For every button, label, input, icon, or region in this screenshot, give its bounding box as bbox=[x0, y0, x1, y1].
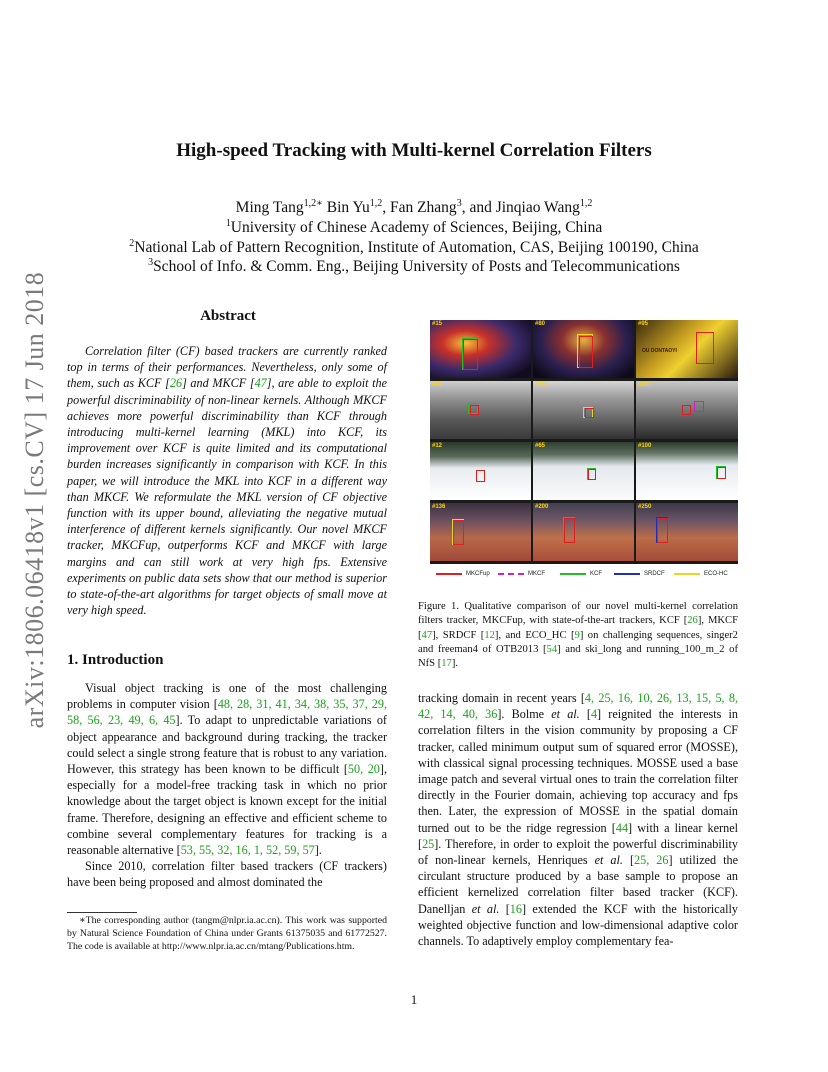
intro-text: tracking domain in recent years [ bbox=[418, 691, 585, 705]
intro-text: ] with a linear kernel [ bbox=[418, 820, 738, 851]
legend-label: KCF bbox=[590, 571, 602, 577]
caption-text: ], and ECO_HC [ bbox=[494, 629, 575, 641]
citation-link[interactable]: 12 bbox=[484, 629, 495, 641]
bbox-mkcfup bbox=[588, 469, 596, 480]
caption-text: ], MKCF [ bbox=[418, 615, 738, 641]
figure-frame bbox=[533, 320, 634, 378]
author-name: , and Jinqiao Wang bbox=[461, 199, 580, 217]
footnote-text: ∗The corresponding author (tangm@nlpr.ia.ac.cn). This work was supported by Natural Science Foundation of China under Grants 61375035 and 61772527. The code is available at http://www.nlpr.ia.ac.cn/mtang/Publications.htm. bbox=[67, 915, 387, 952]
citation-link[interactable]: 4, 25, 16, 10, 26, 13, 15, 5, 8, 42, 14, 40, 36 bbox=[418, 691, 738, 722]
caption-text: ] and ski_long and running_100_m_2 of NfS [ bbox=[418, 643, 738, 670]
author-name: Bin Yu bbox=[322, 199, 370, 217]
frame-number: #200 bbox=[535, 504, 549, 510]
abstract-heading: Abstract bbox=[200, 308, 256, 324]
intro-text: [ bbox=[499, 901, 510, 916]
legend-item-kcf bbox=[560, 568, 602, 580]
frame-number: #155 bbox=[535, 382, 549, 388]
affiliation-3 bbox=[0, 253, 828, 276]
arxiv-id-text: arXiv:1806.06418v1 [cs.CV] 17 Jun 2018 bbox=[20, 271, 49, 729]
frame-number: #80 bbox=[535, 321, 546, 327]
bbox-mkcfup bbox=[696, 332, 714, 364]
intro-text: ]. Bolme bbox=[497, 707, 552, 722]
citation-link[interactable]: 25 bbox=[422, 836, 435, 851]
frame-number: #250 bbox=[638, 504, 652, 510]
frame-number: #100 bbox=[638, 443, 652, 449]
footnote bbox=[67, 914, 387, 953]
intro-text: Visual object tracking is one of the most challenging problems in computer vision [ bbox=[67, 681, 387, 712]
intro-paragraph bbox=[418, 690, 738, 949]
bbox-mkcfup bbox=[463, 339, 478, 370]
citation-link[interactable]: 47 bbox=[254, 376, 267, 391]
footnote-rule bbox=[67, 912, 137, 913]
bbox-mkcfup bbox=[579, 336, 593, 368]
legend-item-srdcf bbox=[614, 568, 665, 580]
author-name: , Fan Zhang bbox=[382, 199, 457, 217]
citation-link[interactable]: 26 bbox=[687, 615, 698, 627]
intro-text: ]. Therefore, in order to exploit the powerful discriminability of non-linear kernels, Henriques bbox=[418, 836, 738, 868]
affiliation-text: School of Info. & Comm. Eng., Beijing University of Posts and Telecommunications bbox=[153, 258, 680, 276]
caption-text: ] on challenging sequences, singer2 and freeman4 of OTB2013 [ bbox=[418, 629, 738, 655]
figure-frame bbox=[533, 503, 634, 561]
figure-frame bbox=[430, 503, 531, 561]
frame-number: #136 bbox=[432, 504, 446, 510]
intro-text: ]. To adapt to unpredictable variations of object appearance and background during tracking, the tracker could select a single strong feature that is robust to any variation. However, this strategy has been known to be difficult [ bbox=[67, 713, 387, 777]
citation-link[interactable]: 4 bbox=[590, 707, 598, 722]
legend-label: MKCF bbox=[528, 571, 545, 577]
abstract-text: ] and MKCF [ bbox=[182, 376, 255, 391]
citation-link[interactable]: 16 bbox=[509, 901, 522, 916]
affiliation-sup: 2 bbox=[129, 238, 135, 249]
author-name: Ming Tang bbox=[235, 199, 304, 217]
caption-text: ], SRDCF [ bbox=[432, 629, 485, 641]
bbox-mkcfup bbox=[476, 470, 485, 482]
bbox-mkcfup bbox=[657, 518, 668, 543]
abstract-body bbox=[67, 343, 387, 618]
bbox-mkcfup bbox=[470, 405, 479, 415]
intro-text: ] extended the KCF with the historically weighted objective function and low-dimensional adaptive color channels. To adaptively employ complementary fea- bbox=[418, 901, 738, 949]
bbox-mkcfup bbox=[453, 520, 464, 545]
figure-frame bbox=[636, 503, 738, 561]
legend-swatch bbox=[674, 573, 700, 575]
intro-text: ] utilized the circulant structure produced by a base sample to propose an efficient kernelized correlation filter based tracker (KCF). Danelljan bbox=[418, 853, 739, 916]
author-sup: 1,2∗ bbox=[303, 198, 323, 209]
section-heading-introduction: 1. Introduction bbox=[67, 652, 164, 668]
frame-number: #237 bbox=[638, 382, 652, 388]
abstract-paragraph bbox=[67, 343, 387, 618]
author-sup: 1,2 bbox=[369, 198, 383, 209]
frame-number: #95 bbox=[638, 321, 649, 327]
citation-link[interactable]: 44 bbox=[615, 820, 629, 835]
intro-paragraph bbox=[67, 858, 387, 890]
legend-label: MKCFup bbox=[466, 571, 490, 577]
intro-text: [ bbox=[622, 853, 635, 868]
legend-swatch bbox=[560, 573, 586, 575]
figure-legend bbox=[430, 568, 738, 580]
intro-text: Since 2010, correlation filter based trackers (CF trackers) have been being proposed and almost dominated the bbox=[67, 859, 387, 890]
citation-link[interactable]: 48, 28, 31, 41, 34, 38, 35, 37, 29, 58, 56, 23, 49, 6, 45 bbox=[67, 697, 388, 728]
caption-text: Figure 1. Qualitative comparison of our novel multi-kernel correlation filters tracker, MKCFup, with state-of-the-art trackers, KCF [ bbox=[418, 601, 738, 627]
frame-number: #82 bbox=[432, 382, 443, 388]
author-sup: 3 bbox=[456, 198, 462, 209]
affiliation-sup: 1 bbox=[225, 218, 231, 229]
author-sup: 1,2 bbox=[579, 198, 593, 209]
figure-row-ski-long bbox=[430, 442, 738, 502]
intro-text: ]. bbox=[314, 843, 322, 858]
figure-frame bbox=[430, 442, 531, 500]
citation-link[interactable]: 26 bbox=[169, 376, 183, 391]
figure-frame bbox=[636, 381, 738, 439]
intro-text-italic: et al. bbox=[551, 707, 580, 722]
frame-number: #15 bbox=[432, 321, 443, 327]
citation-link[interactable]: 25, 26 bbox=[634, 853, 669, 868]
affiliation-sup: 3 bbox=[148, 257, 154, 268]
bbox-mkcf bbox=[694, 401, 704, 412]
legend-swatch bbox=[436, 573, 462, 575]
intro-paragraph bbox=[67, 680, 387, 858]
legend-item-eco-hc bbox=[674, 568, 728, 580]
figure-frame bbox=[636, 442, 738, 500]
bbox-mkcfup bbox=[585, 408, 594, 418]
legend-label: SRDCF bbox=[644, 571, 665, 577]
intro-body bbox=[67, 680, 387, 891]
arxiv-stamp bbox=[20, 271, 49, 729]
affiliation-text: University of Chinese Academy of Sciences, Beijing, China bbox=[230, 219, 603, 237]
figure-frame bbox=[430, 381, 531, 439]
legend-swatch bbox=[498, 573, 524, 575]
intro-text: ], especially for a model-free tracking task in which no prior knowledge about the target object is known except for the initial frame. Therefore, designing an effective and efficient scheme to combine several complementary features for tracking is a reasonable alternative [ bbox=[67, 762, 387, 858]
citation-link[interactable]: 17 bbox=[441, 658, 452, 670]
figure-row-running bbox=[430, 503, 738, 563]
figure-frame bbox=[533, 381, 634, 439]
abstract-text: Correlation filter (CF) based trackers are currently ranked top in terms of their performances. Nevertheless, only some of them, such as KCF [ bbox=[67, 344, 387, 391]
caption-text: ]. bbox=[451, 658, 459, 670]
citation-link[interactable]: 50, 20 bbox=[347, 762, 380, 777]
abstract-text: ], are able to exploit the powerful discriminability of non-linear kernels. Although MKCF achieves more powerful discriminability than KCF through introducing multi-kernel learning (MKL) into KCF, its improvement over KCF is quite limited and its computational burden increases significantly in comparison with KCF. In this paper, we will introduce the MKL into KCF in a different way than MKCF. We reformulate the MKL version of CF objective function with its upper bound, alleviating the negative mutual interference of different kernels significantly. Our novel MKCF tracker, MKCFup, outperforms KCF and MKCF with large margins and can still work at very high fps. Extensive experiments on public data sets show that our method is superior to state-of-the-art algorithms for target objects of small move at very high speed. bbox=[67, 376, 388, 618]
citation-link[interactable]: 54 bbox=[546, 643, 558, 655]
affiliation-text: National Lab of Pattern Recognition, Institute of Automation, CAS, Beijing 100190, China bbox=[134, 239, 699, 257]
figure-frame bbox=[430, 320, 531, 378]
citation-link[interactable]: 9 bbox=[574, 629, 580, 641]
figure-frame bbox=[533, 442, 634, 500]
intro-text-italic: et al. bbox=[471, 901, 500, 916]
legend-label: ECO-HC bbox=[704, 571, 728, 577]
bbox-mkcfup bbox=[564, 518, 575, 543]
intro-text: ] reignited the interests in correlation filters in the vision community by proposing a CF tracker, called minimum output sum of squared error (MOSSE), with classical signal processing techniques. MOSSE used a base image patch and several virtual ones to train the correlation filter directly in the Fourier domain, achieving top accuracy and fps then. Later, the expression of MOSSE in the spatial domain turned out to be the ridge regression [ bbox=[418, 707, 739, 835]
stage-sign-text: OU DONTAOYI bbox=[642, 348, 677, 354]
intro-text: [ bbox=[579, 707, 591, 722]
figure-image-grid bbox=[430, 320, 738, 564]
citation-link[interactable]: 53, 55, 32, 16, 1, 52, 59, 57 bbox=[180, 843, 315, 858]
paper-title: High-speed Tracking with Multi-kernel Correlation Filters bbox=[176, 140, 652, 161]
intro-text-italic: et al. bbox=[594, 853, 623, 868]
page-number: 1 bbox=[410, 992, 418, 1007]
figure-frame bbox=[636, 320, 738, 378]
bbox-mkcfup bbox=[717, 467, 726, 479]
frame-number: #12 bbox=[432, 443, 443, 449]
intro-body-right bbox=[418, 690, 738, 949]
figure-row-freeman4 bbox=[430, 381, 738, 441]
citation-link[interactable]: 47 bbox=[421, 629, 433, 641]
figure-row-singer2 bbox=[430, 320, 738, 380]
legend-swatch bbox=[614, 573, 640, 575]
bbox-mkcfup bbox=[682, 405, 691, 415]
frame-number: #65 bbox=[535, 443, 546, 449]
figure-caption bbox=[418, 600, 738, 671]
legend-item-mkcf bbox=[498, 568, 545, 580]
legend-item-mkcfup bbox=[436, 568, 490, 580]
